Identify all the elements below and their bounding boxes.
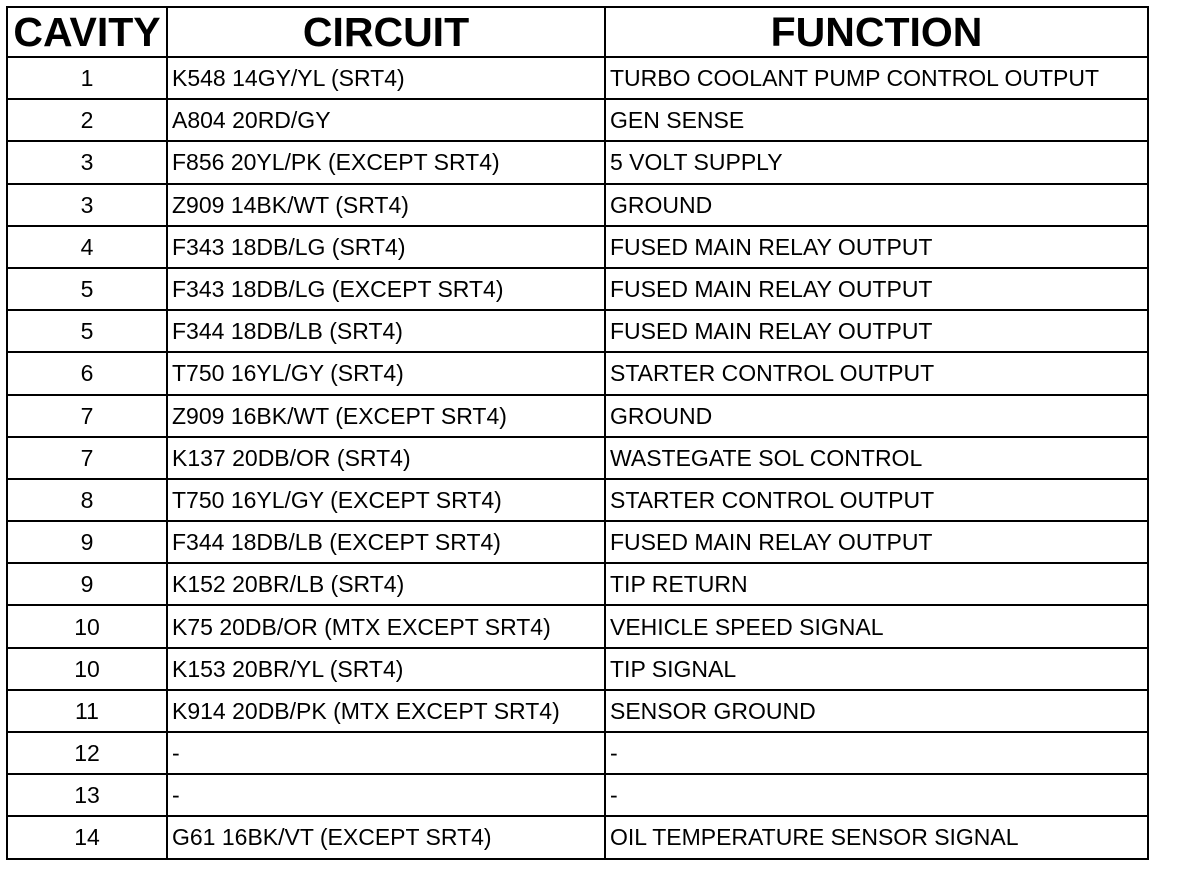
cell-function: - (605, 774, 1148, 816)
cell-function: FUSED MAIN RELAY OUTPUT (605, 521, 1148, 563)
connector-pinout-table (6, 6, 1149, 860)
table-row (7, 268, 1148, 310)
cell-cavity: 11 (7, 690, 167, 732)
cell-function: TURBO COOLANT PUMP CONTROL OUTPUT (605, 57, 1148, 99)
cell-circuit: K152 20BR/LB (SRT4) (167, 563, 605, 605)
cell-circuit: F343 18DB/LG (EXCEPT SRT4) (167, 268, 605, 310)
table-row (7, 141, 1148, 183)
cell-function: GEN SENSE (605, 99, 1148, 141)
cell-circuit: K137 20DB/OR (SRT4) (167, 437, 605, 479)
cell-circuit: K548 14GY/YL (SRT4) (167, 57, 605, 99)
table-row (7, 690, 1148, 732)
table-row (7, 479, 1148, 521)
cell-circuit: K153 20BR/YL (SRT4) (167, 648, 605, 690)
cell-function: GROUND (605, 184, 1148, 226)
cell-cavity: 2 (7, 99, 167, 141)
table-row (7, 395, 1148, 437)
table-row (7, 57, 1148, 99)
cell-circuit: F344 18DB/LB (EXCEPT SRT4) (167, 521, 605, 563)
cell-cavity: 13 (7, 774, 167, 816)
cell-function: FUSED MAIN RELAY OUTPUT (605, 268, 1148, 310)
cell-function: VEHICLE SPEED SIGNAL (605, 605, 1148, 647)
table-row (7, 774, 1148, 816)
cell-cavity: 12 (7, 732, 167, 774)
cell-function: FUSED MAIN RELAY OUTPUT (605, 310, 1148, 352)
table-row (7, 437, 1148, 479)
cell-cavity: 1 (7, 57, 167, 99)
table-row (7, 521, 1148, 563)
cell-function: STARTER CONTROL OUTPUT (605, 352, 1148, 394)
table-row (7, 184, 1148, 226)
cell-circuit: A804 20RD/GY (167, 99, 605, 141)
cell-circuit: - (167, 732, 605, 774)
cell-cavity: 5 (7, 268, 167, 310)
cell-cavity: 14 (7, 816, 167, 858)
cell-cavity: 5 (7, 310, 167, 352)
cell-cavity: 7 (7, 437, 167, 479)
table-row (7, 352, 1148, 394)
cell-cavity: 10 (7, 648, 167, 690)
cell-circuit: F344 18DB/LB (SRT4) (167, 310, 605, 352)
table-row (7, 563, 1148, 605)
table-body (7, 57, 1148, 859)
cell-circuit: T750 16YL/GY (SRT4) (167, 352, 605, 394)
table-row (7, 732, 1148, 774)
cell-circuit: G61 16BK/VT (EXCEPT SRT4) (167, 816, 605, 858)
cell-circuit: Z909 14BK/WT (SRT4) (167, 184, 605, 226)
cell-cavity: 9 (7, 521, 167, 563)
cell-cavity: 8 (7, 479, 167, 521)
cell-function: - (605, 732, 1148, 774)
cell-circuit: - (167, 774, 605, 816)
header-circuit: CIRCUIT (167, 7, 605, 57)
table-row (7, 226, 1148, 268)
cell-cavity: 3 (7, 184, 167, 226)
cell-function: 5 VOLT SUPPLY (605, 141, 1148, 183)
cell-function: OIL TEMPERATURE SENSOR SIGNAL (605, 816, 1148, 858)
table-row (7, 605, 1148, 647)
cell-cavity: 9 (7, 563, 167, 605)
header-row (7, 7, 1148, 57)
table-row (7, 648, 1148, 690)
table-row (7, 99, 1148, 141)
cell-cavity: 10 (7, 605, 167, 647)
cell-cavity: 3 (7, 141, 167, 183)
cell-cavity: 7 (7, 395, 167, 437)
table-row (7, 816, 1148, 858)
cell-circuit: F856 20YL/PK (EXCEPT SRT4) (167, 141, 605, 183)
table-row (7, 310, 1148, 352)
cell-circuit: K914 20DB/PK (MTX EXCEPT SRT4) (167, 690, 605, 732)
cell-circuit: T750 16YL/GY (EXCEPT SRT4) (167, 479, 605, 521)
cell-cavity: 6 (7, 352, 167, 394)
cell-function: STARTER CONTROL OUTPUT (605, 479, 1148, 521)
cell-function: TIP SIGNAL (605, 648, 1148, 690)
header-function: FUNCTION (605, 7, 1148, 57)
cell-circuit: Z909 16BK/WT (EXCEPT SRT4) (167, 395, 605, 437)
cell-function: WASTEGATE SOL CONTROL (605, 437, 1148, 479)
header-cavity: CAVITY (7, 7, 167, 57)
cell-cavity: 4 (7, 226, 167, 268)
cell-function: SENSOR GROUND (605, 690, 1148, 732)
cell-function: GROUND (605, 395, 1148, 437)
cell-circuit: F343 18DB/LG (SRT4) (167, 226, 605, 268)
cell-function: FUSED MAIN RELAY OUTPUT (605, 226, 1148, 268)
cell-circuit: K75 20DB/OR (MTX EXCEPT SRT4) (167, 605, 605, 647)
cell-function: TIP RETURN (605, 563, 1148, 605)
